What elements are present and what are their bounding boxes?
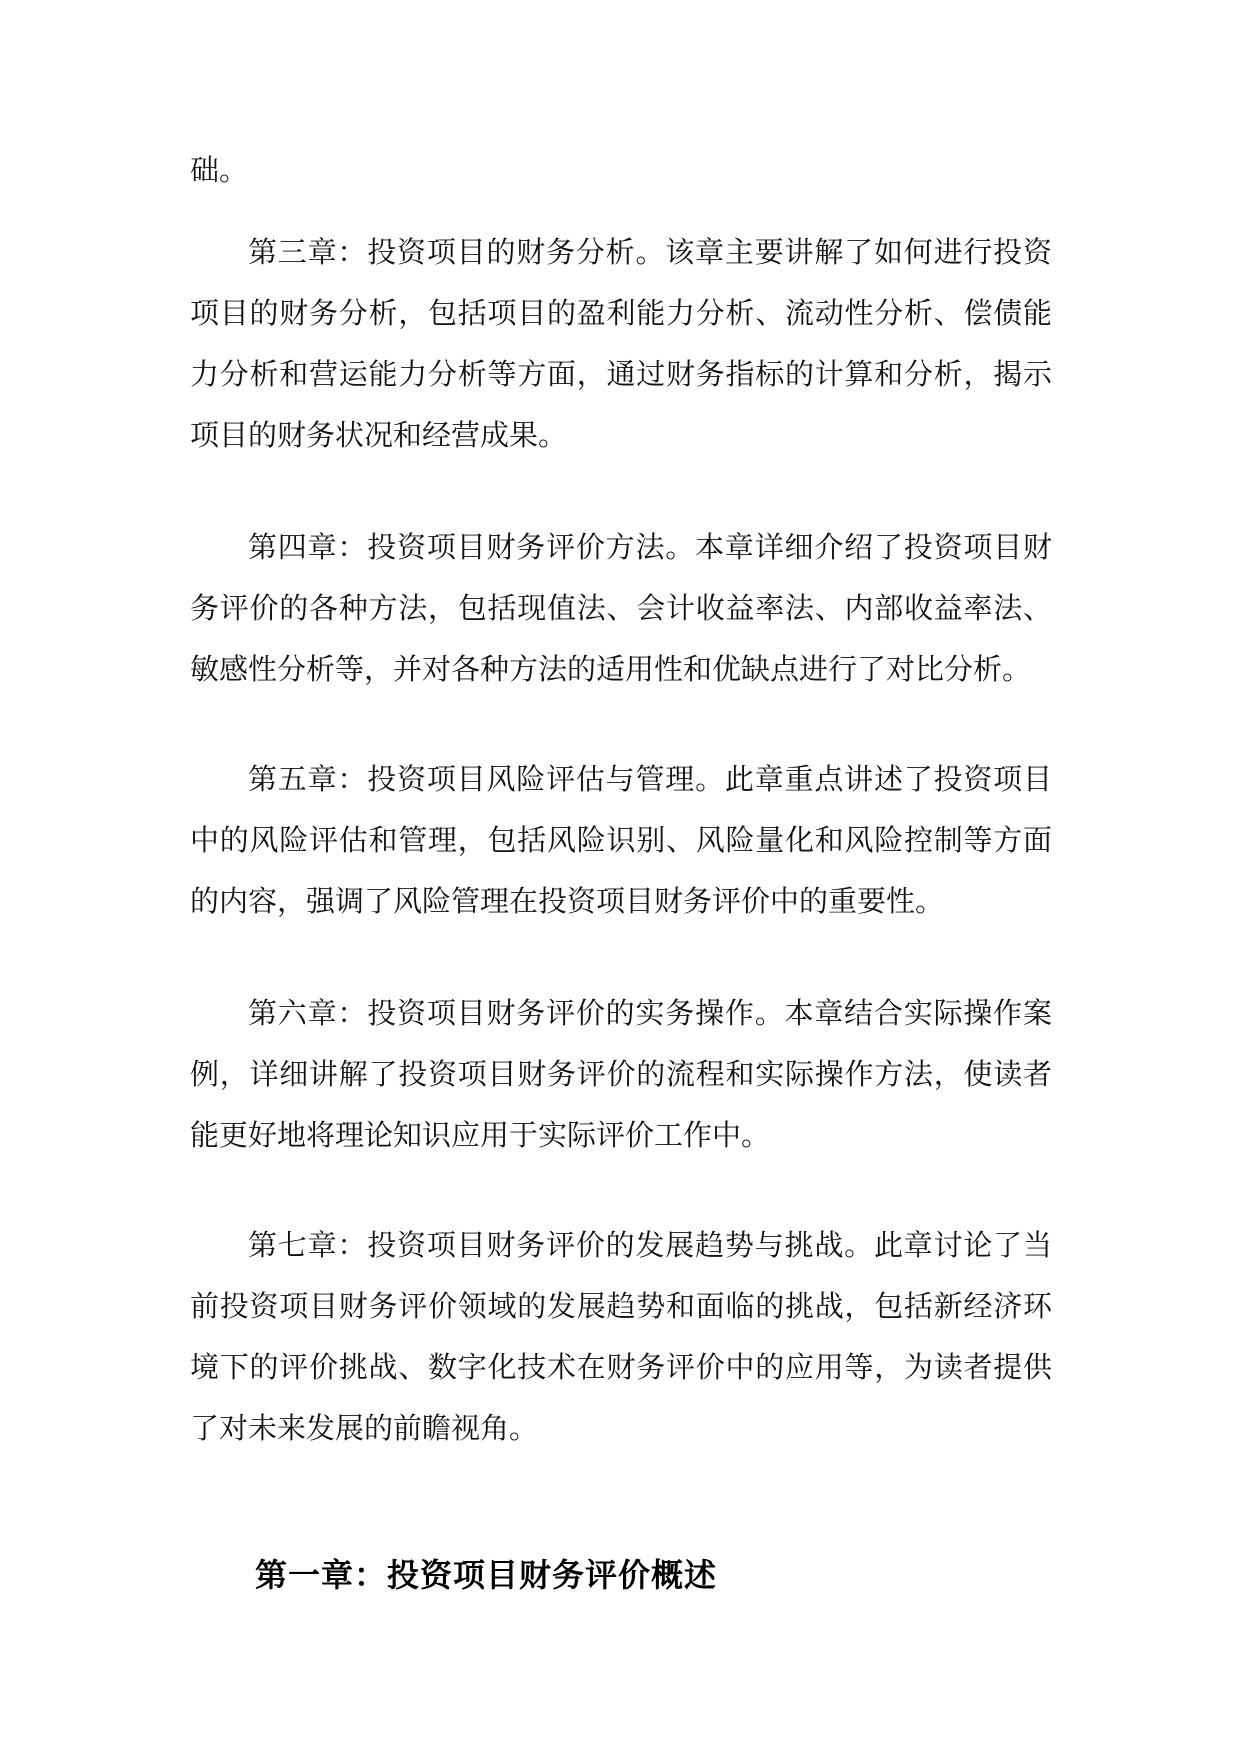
paragraph-continuation: 础。 bbox=[190, 153, 249, 187]
paragraph-chapter-6-summary: 第六章：投资项目财务评价的实务操作。本章结合实际操作案例，详细讲解了投资项目财务评价的流程和实际操作方法，使读者能更好地将理论知识应用于实际评价工作中。 bbox=[190, 996, 1052, 1152]
paragraph-chapter-7-summary: 第七章：投资项目财务评价的发展趋势与挑战。此章讨论了当前投资项目财务评价领域的发展趋势和面临的挑战，包括新经济环境下的评价挑战、数字化技术在财务评价中的应用等，为读者提供了对未来发展的前瞻视角。 bbox=[190, 1228, 1052, 1445]
paragraph-chapter-4-summary: 第四章：投资项目财务评价方法。本章详细介绍了投资项目财务评价的各种方法，包括现值法、会计收益率法、内部收益率法、敏感性分析等，并对各种方法的适用性和优缺点进行了对比分析。 bbox=[190, 530, 1052, 686]
paragraph-chapter-5-summary: 第五章：投资项目风险评估与管理。此章重点讲述了投资项目中的风险评估和管理，包括风险识别、风险量化和风险控制等方面的内容，强调了风险管理在投资项目财务评价中的重要性。 bbox=[190, 762, 1052, 918]
paragraph-chapter-3-summary: 第三章：投资项目的财务分析。该章主要讲解了如何进行投资项目的财务分析，包括项目的盈利能力分析、流动性分析、偿债能力分析和营运能力分析等方面，通过财务指标的计算和分析，揭示项目的财务状况和经营成果。 bbox=[190, 235, 1052, 452]
chapter-heading: 第一章：投资项目财务评价概述 bbox=[255, 1556, 718, 1594]
